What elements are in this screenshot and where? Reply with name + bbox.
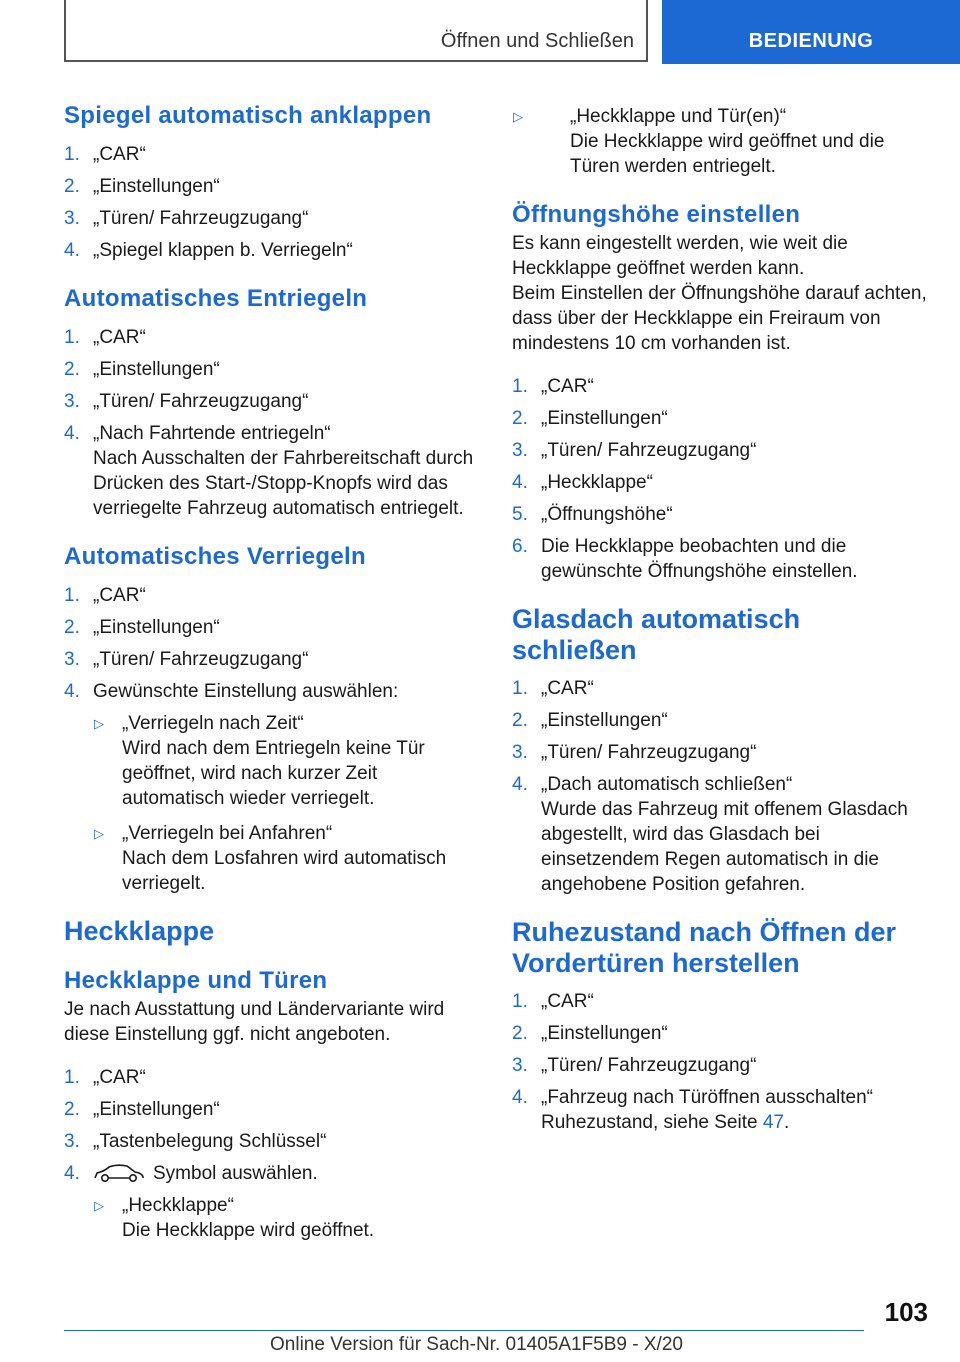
sub-option-description: Die Heckklappe wird geöffnet und die Türen werden entriegelt.	[570, 131, 885, 177]
triangle-bullet-icon: ▷	[94, 1198, 104, 1213]
chapter-heading: Glasdach automatisch schließen	[512, 604, 801, 665]
chapter-heading: Ruhezustand nach Öffnen der Vordertüren herstellen	[512, 917, 897, 978]
sub-option-description: Die Heckklappe wird geöffnet.	[122, 1220, 375, 1241]
list-item: 6. Die Heckklappe beobachten und die gewünschte Öffnungshöhe einstellen.	[512, 536, 858, 582]
list-item: 3. „Türen/ Fahrzeugzugang“	[64, 208, 309, 229]
sub-option	[93, 1193, 482, 1243]
list-item: 2. „Einstellungen“	[512, 408, 668, 429]
sub-option	[93, 711, 482, 811]
section-title: Öffnungshöhe einstellen	[512, 201, 801, 228]
header-chapter-title: BEDIENUNG	[748, 30, 874, 52]
list-item: 1. „CAR“	[64, 1067, 146, 1088]
header-chapter-tab	[662, 0, 960, 64]
chapter-heading: Heckklappe	[64, 916, 215, 946]
page-header	[0, 0, 960, 66]
list-item: 3. „Türen/ Fahrzeugzugang“	[512, 1055, 757, 1076]
list-item: 4. „Dach automatisch schließen“ Wurde das Fahrzeug mit offenem Glasdach abgestellt, wird das Glasdach bei einsetzendem Regen automatisch in die angehobene Position gefahren.	[512, 772, 932, 897]
steps-list	[64, 325, 482, 521]
list-item: 2. „Einstellungen“	[512, 1023, 668, 1044]
triangle-bullet-icon: ▷	[513, 109, 523, 124]
list-item: 1. „CAR“	[64, 144, 146, 165]
section-title: Automatisches Verriegeln	[64, 543, 366, 570]
triangle-bullet-icon: ▷	[94, 826, 104, 841]
list-item: 4. Symbol auswählen. ▷ „Heckklappe“ Die Heckklappe wird geöffnet.	[64, 1161, 482, 1243]
list-item: 5. „Öffnungshöhe“	[512, 504, 673, 525]
list-item: 4. „Nach Fahrtende entriegeln“ Nach Ausschalten der Fahrbereitschaft durch Drücken des Start-/Stopp-Knopfs wird das verriegelte Fahrzeug automatisch entriegelt.	[64, 421, 482, 521]
list-item: 1. „CAR“	[512, 376, 594, 397]
list-item: 2. „Einstellungen“	[64, 359, 220, 380]
sub-option-label: „Verriegeln nach Zeit“	[122, 713, 304, 734]
steps-list	[64, 1065, 482, 1243]
sub-option-label: „Verriegeln bei Anfahren“	[122, 823, 333, 844]
item-description: Wurde das Fahrzeug mit offenem Glasdach abgestellt, wird das Glasdach bei einsetzendem Regen automatisch in die angehobene Position gefahren.	[541, 799, 908, 895]
steps-list	[512, 374, 932, 584]
section-title: Spiegel automatisch anklappen	[64, 102, 432, 129]
list-item: 1. „CAR“	[512, 991, 594, 1012]
sub-option	[93, 821, 482, 896]
header-section-title: Öffnen und Schließen	[440, 30, 634, 52]
list-item: 3. „Tastenbelegung Schlüssel“	[64, 1131, 327, 1152]
list-item: 1. „CAR“	[512, 678, 594, 699]
steps-list	[512, 676, 932, 897]
item-description: Ruhezustand, siehe Seite 47.	[541, 1112, 790, 1133]
list-item: 2. „Einstellungen“	[64, 1099, 220, 1120]
list-item: 4. „Spiegel klappen b. Verriegeln“	[64, 240, 353, 261]
left-column	[64, 100, 482, 1250]
section-title: Heckklappe und Türen	[64, 967, 328, 994]
list-item: 3. „Türen/ Fahrzeugzugang“	[64, 391, 309, 412]
list-item: 1. „CAR“	[64, 327, 146, 348]
steps-list	[64, 583, 482, 896]
list-item: 3. „Türen/ Fahrzeugzugang“	[512, 440, 757, 461]
right-column	[512, 100, 932, 1142]
steps-list	[64, 142, 482, 263]
footer-divider	[64, 1330, 864, 1331]
sub-option-label: „Heckklappe und Tür(en)“	[570, 106, 787, 127]
page-number: 103	[884, 1297, 928, 1327]
list-item: 2. „Einstellungen“	[64, 176, 220, 197]
sub-option-description: Wird nach dem Entriegeln keine Tür geöffnet, wird nach kurzer Zeit automatisch wieder verriegelt.	[122, 738, 425, 809]
list-item: 1. „CAR“	[64, 585, 146, 606]
list-item: 2. „Einstellungen“	[64, 617, 220, 638]
item-description: Nach Ausschalten der Fahrbereitschaft durch Drücken des Start-/Stopp-Knopfs wird das verriegelte Fahrzeug automatisch entriegelt.	[93, 448, 474, 519]
paragraph: Es kann eingestellt werden, wie weit die Heckklappe geöffnet werden kann.	[512, 233, 848, 279]
paragraph: Beim Einstellen der Öffnungshöhe darauf achten, dass über der Heckklappe ein Freiraum von mindestens 10 cm vorhanden ist.	[512, 283, 927, 354]
footer-version-text: Online Version für Sach-Nr. 01405A1F5B9 - X/20	[270, 1334, 683, 1355]
section-intro: Je nach Ausstattung und Ländervariante wird diese Einstellung ggf. nicht angeboten.	[64, 999, 445, 1045]
sub-option-description: Nach dem Losfahren wird automatisch verriegelt.	[122, 848, 447, 894]
triangle-bullet-icon: ▷	[94, 716, 104, 731]
page-reference-link[interactable]: 47	[762, 1112, 784, 1133]
list-item: 3. „Türen/ Fahrzeugzugang“	[512, 742, 757, 763]
sub-option	[512, 104, 932, 179]
car-icon	[93, 1163, 145, 1183]
sub-option-label: „Heckklappe“	[122, 1195, 234, 1216]
list-item: 4. Gewünschte Einstellung auswählen: ▷ „Verriegeln nach Zeit“ Wird nach dem Entriegeln keine Tür geöffnet, wird nach kurzer Zeit automatisch wieder verriegelt. ▷ „Verriegeln bei Anfahren“ Nach dem Losfahren wird automatisch verriegelt.	[64, 679, 482, 896]
list-item: 4. „Fahrzeug nach Türöffnen ausschalten“ Ruhezustand, siehe Seite 47.	[512, 1085, 932, 1135]
list-item: 4. „Heckklappe“	[512, 472, 653, 493]
section-title: Automatisches Entriegeln	[64, 285, 368, 312]
header-section-box	[64, 0, 648, 62]
steps-list	[512, 989, 932, 1135]
list-item: 2. „Einstellungen“	[512, 710, 668, 731]
list-item: 3. „Türen/ Fahrzeugzugang“	[64, 649, 309, 670]
